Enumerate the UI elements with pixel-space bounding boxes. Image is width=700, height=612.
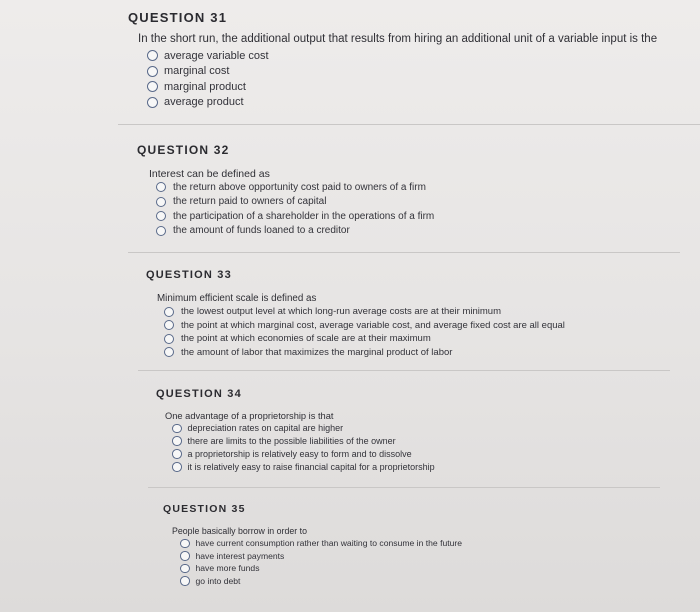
option-label: average variable cost xyxy=(164,49,269,62)
question-prompt: People basically borrow in order to xyxy=(172,526,307,536)
option-label: it is relatively easy to raise financial capital for a proprietorship xyxy=(187,461,435,472)
option-label: the return above opportunity cost paid to owners of a firm xyxy=(173,181,426,193)
option-label: depreciation rates on capital are higher xyxy=(187,423,344,434)
answer-option[interactable] xyxy=(147,64,269,80)
radio-button[interactable] xyxy=(180,551,190,561)
radio-button[interactable] xyxy=(156,211,166,221)
option-label: the point at which economies of scale are at their maximum xyxy=(181,333,431,345)
option-label: go into debt xyxy=(195,575,241,586)
radio-button[interactable] xyxy=(147,50,158,61)
section-divider xyxy=(118,124,700,125)
answer-option[interactable] xyxy=(172,435,435,448)
question-header: QUESTION 32 xyxy=(137,143,230,157)
option-label: marginal product xyxy=(164,80,246,93)
option-label: have interest payments xyxy=(195,550,285,561)
answer-option[interactable] xyxy=(180,537,462,550)
option-label: the point at which marginal cost, average variable cost, and average fixed cost are all equal xyxy=(181,319,565,331)
radio-button[interactable] xyxy=(164,320,174,330)
radio-button[interactable] xyxy=(156,226,166,236)
radio-button[interactable] xyxy=(156,197,166,207)
question-prompt: One advantage of a proprietorship is that xyxy=(165,411,334,421)
answer-option[interactable] xyxy=(156,180,434,195)
answer-option[interactable] xyxy=(180,562,462,575)
question-prompt: In the short run, the additional output that results from hiring an additional unit of a variable input is the xyxy=(138,33,658,45)
radio-button[interactable] xyxy=(156,182,166,192)
section-divider xyxy=(138,370,670,371)
radio-button[interactable] xyxy=(172,424,182,434)
answer-options xyxy=(164,305,565,359)
answer-option[interactable] xyxy=(147,79,269,95)
radio-button[interactable] xyxy=(164,334,174,344)
radio-button[interactable] xyxy=(172,462,182,472)
question-header: QUESTION 35 xyxy=(163,503,246,515)
answer-option[interactable] xyxy=(164,319,565,333)
answer-option[interactable] xyxy=(180,575,462,588)
answer-option[interactable] xyxy=(172,448,435,461)
option-label: marginal cost xyxy=(164,65,230,78)
radio-button[interactable] xyxy=(164,347,174,357)
option-label: the amount of labor that maximizes the marginal product of labor xyxy=(181,346,453,358)
answer-option[interactable] xyxy=(172,422,435,435)
question-prompt: Minimum efficient scale is defined as xyxy=(157,293,317,304)
answer-options xyxy=(147,48,269,110)
option-label: the return paid to owners of capital xyxy=(173,196,327,208)
radio-button[interactable] xyxy=(180,539,190,549)
radio-button[interactable] xyxy=(147,66,158,77)
option-label: the lowest output level at which long-run average costs are at their minimum xyxy=(181,306,501,318)
radio-button[interactable] xyxy=(147,81,158,92)
radio-button[interactable] xyxy=(147,97,158,108)
answer-option[interactable] xyxy=(147,95,269,111)
answer-option[interactable] xyxy=(156,224,434,239)
option-label: the participation of a shareholder in the operations of a firm xyxy=(173,210,435,222)
radio-button[interactable] xyxy=(180,564,190,574)
answer-option[interactable] xyxy=(164,332,565,346)
answer-options xyxy=(156,180,434,238)
answer-option[interactable] xyxy=(172,460,435,473)
radio-button[interactable] xyxy=(180,576,190,586)
answer-option[interactable] xyxy=(164,346,565,360)
answer-option[interactable] xyxy=(164,305,565,319)
question-header: QUESTION 33 xyxy=(146,269,232,281)
option-label: a proprietorship is relatively easy to form and to dissolve xyxy=(187,448,412,459)
option-label: the amount of funds loaned to a creditor xyxy=(173,225,350,237)
answer-options xyxy=(172,422,435,473)
radio-button[interactable] xyxy=(164,307,174,317)
section-divider xyxy=(148,487,660,488)
radio-button[interactable] xyxy=(172,449,182,459)
question-prompt: Interest can be defined as xyxy=(149,168,270,180)
answer-option[interactable] xyxy=(156,195,434,210)
option-label: have more funds xyxy=(195,563,260,574)
answer-option[interactable] xyxy=(147,48,269,64)
section-divider xyxy=(128,252,680,253)
option-label: average product xyxy=(164,96,244,109)
option-label: have current consumption rather than waiting to consume in the future xyxy=(195,538,463,549)
answer-option[interactable] xyxy=(156,209,434,224)
question-header: QUESTION 34 xyxy=(156,388,242,400)
option-label: there are limits to the possible liabilities of the owner xyxy=(187,436,396,447)
answer-options xyxy=(180,537,462,587)
radio-button[interactable] xyxy=(172,436,182,446)
answer-option[interactable] xyxy=(180,550,462,563)
question-header: QUESTION 31 xyxy=(128,10,228,25)
